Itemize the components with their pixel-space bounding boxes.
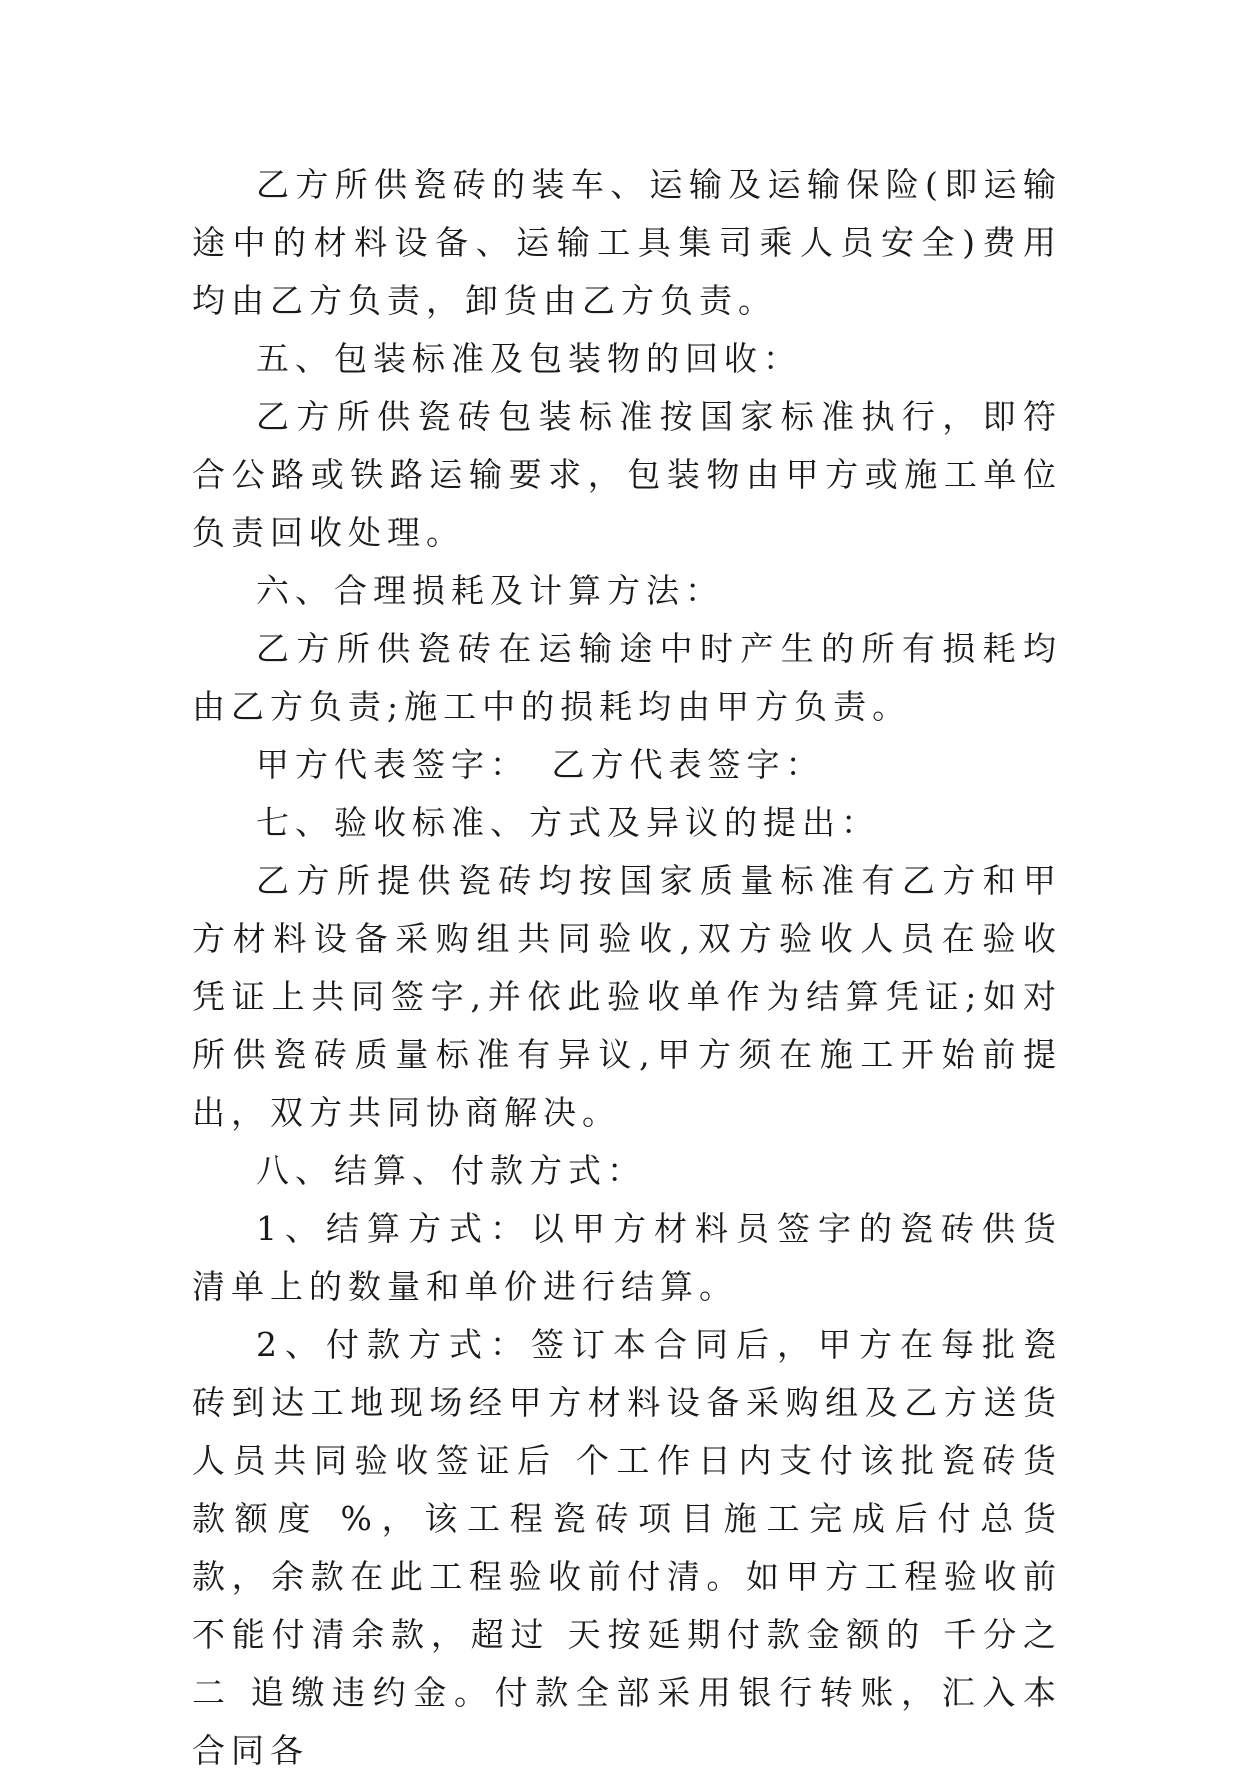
paragraph-loss-responsibility: 乙方所供瓷砖在运输途中时产生的所有损耗均由乙方负责;施工中的损耗均由甲方负责。 [192, 629, 1062, 726]
paragraph-packaging-standard: 乙方所供瓷砖包装标准按国家标准执行，即符合公路或铁路运输要求，包装物由甲方或施工单位负责回收处理。 [192, 397, 1062, 552]
section-heading-acceptance: 七、验收标准、方式及异议的提出： [256, 803, 880, 842]
document-body [192, 156, 1062, 1780]
paragraph-transport-liability: 乙方所供瓷砖的装车、运输及运输保险(即运输途中的材料设备、运输工具集司乘人员安全)费用均由乙方负责，卸货由乙方负责。 [192, 165, 1062, 320]
section-heading-loss: 六、合理损耗及计算方法： [256, 571, 724, 610]
section-heading-settlement: 八、结算、付款方式： [256, 1151, 646, 1190]
paragraph-payment-method: 2、付款方式：签订本合同后，甲方在每批瓷砖到达工地现场经甲方材料设备采购组及乙方送货人员共同验收签证后 个工作日内支付该批瓷砖货款额度 %，该工程瓷砖项目施工完成后付总货款，余款在此工程验收前付清。如甲方工程验收前不能付清余款，超过 天按延期付款金额的 千分之二 追缴违约金。付款全部采用银行转账，汇入本合同各 [192, 1325, 1062, 1770]
section-heading-packaging: 五、包装标准及包装物的回收： [256, 339, 802, 378]
signature-line: 甲方代表签字： 乙方代表签字： [256, 745, 825, 784]
paragraph-settlement-method: 1、结算方式：以甲方材料员签字的瓷砖供货清单上的数量和单价进行结算。 [192, 1209, 1062, 1306]
paragraph-acceptance-standard: 乙方所提供瓷砖均按国家质量标准有乙方和甲方材料设备采购组共同验收,双方验收人员在验收凭证上共同签字,并依此验收单作为结算凭证;如对所供瓷砖质量标准有异议,甲方须在施工开始前提出，双方共同协商解决。 [192, 861, 1062, 1132]
